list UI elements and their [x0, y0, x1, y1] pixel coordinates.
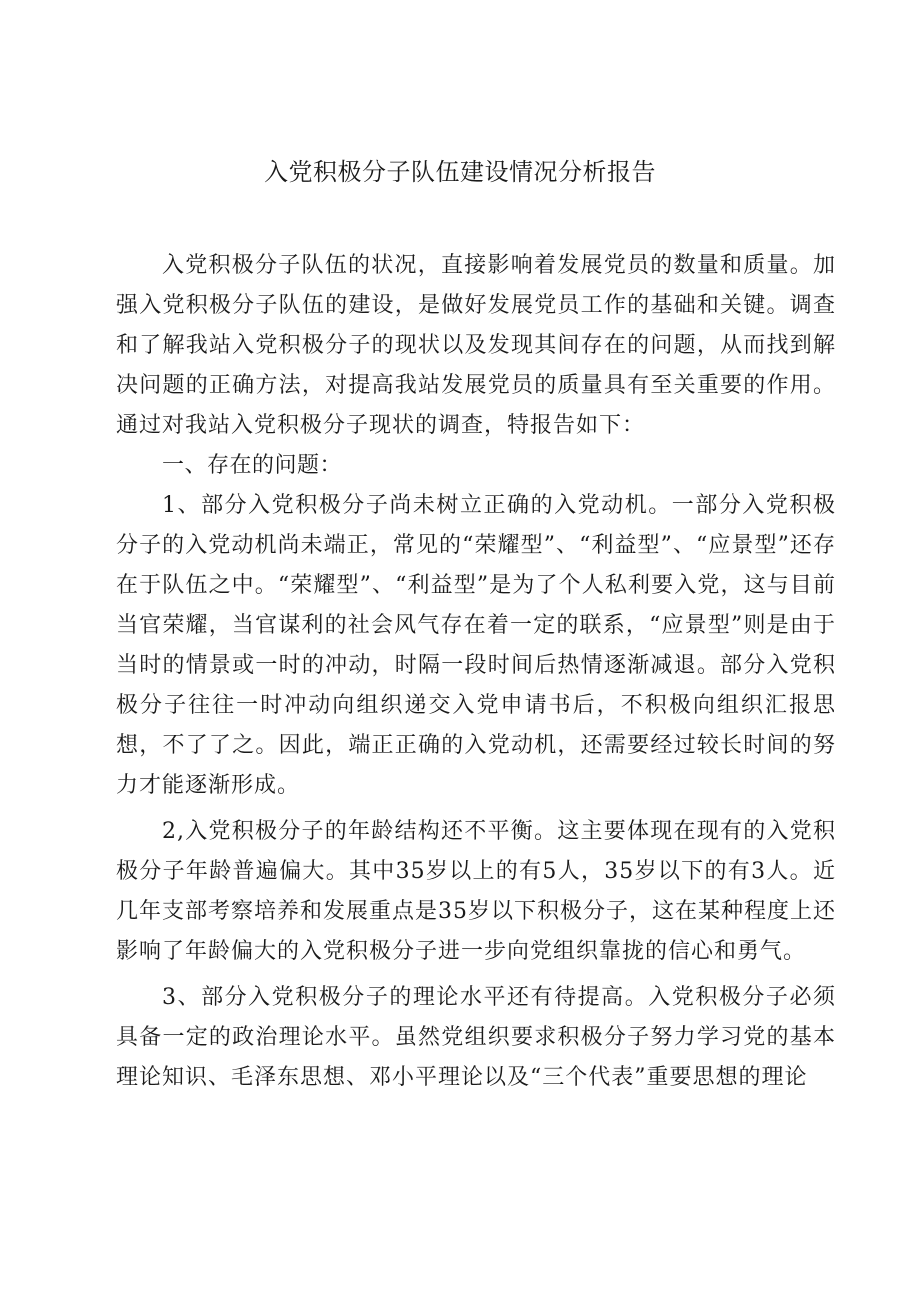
document-body [116, 246, 836, 1098]
problem-item-3: 3、部分入党积极分子的理论水平还有待提高。入党积极分子必须具备一定的政治理论水平。虽然党组织要求积极分子努力学习党的基本理论知识、毛泽东思想、邓小平理论以及“三个代表”重要思想的理论 [116, 985, 836, 1090]
intro-paragraph: 入党积极分子队伍的状况，直接影响着发展党员的数量和质量。加强入党积极分子队伍的建设，是做好发展党员工作的基础和关键。调查和了解我站入党积极分子的现状以及发现其间存在的问题，从而找到解决问题的正确方法，对提高我站发展党员的质量具有至关重要的作用。通过对我站入党积极分子现状的调查，特报告如下： [116, 253, 836, 438]
problem-item-1: 1、部分入党积极分子尚未树立正确的入党动机。一部分入党积极分子的入党动机尚未端正，常见的“荣耀型”、“利益型”、“应景型”还存在于队伍之中。“荣耀型”、“利益型”是为了个人私利要入党，这与目前当官荣耀，当官谋利的社会风气存在着一定的联系，“应景型”则是由于当时的情景或一时的冲动，时隔一段时间后热情逐渐减退。部分入党积极分子往往一时冲动向组织递交入党申请书后，不积极向组织汇报思想，不了了之。因此，端正正确的入党动机，还需要经过较长时间的努力才能逐渐形成。 [116, 493, 836, 798]
document-title: 入党积极分子队伍建设情况分析报告 [264, 158, 656, 186]
problem-item-2: 2,入党积极分子的年龄结构还不平衡。这主要体现在现有的入党积极分子年龄普遍偏大。其中35岁以上的有5人，35岁以下的有3人。近几年支部考察培养和发展重点是35岁以下积极分子，这在某种程度上还影响了年龄偏大的入党积极分子进一步向党组织靠拢的信心和勇气。 [116, 819, 836, 964]
section-heading-problems: 一、存在的问题： [162, 453, 343, 478]
